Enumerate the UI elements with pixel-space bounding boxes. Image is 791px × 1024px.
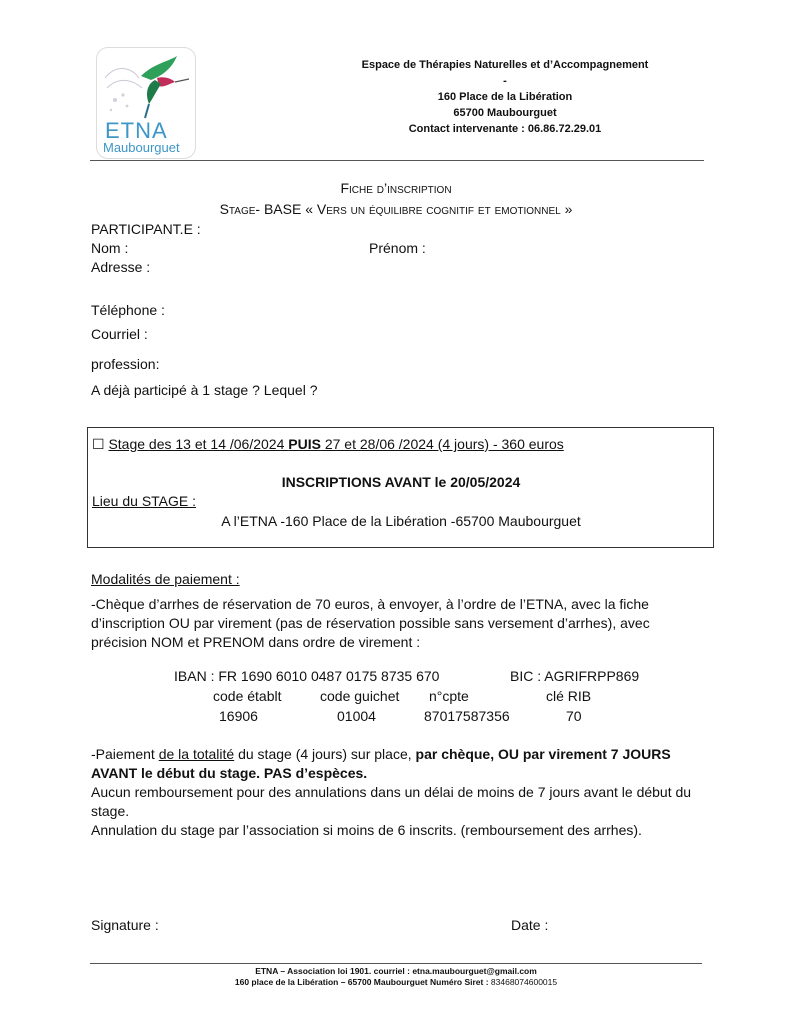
total-part-c: du stage (4 jours) sur place, [234,746,416,762]
telephone-label: Téléphone : [91,302,165,318]
stage-title [90,201,702,217]
stage-prefix: Stage- [219,201,264,217]
signature-label: Signature : [91,917,159,933]
col-header-cpte: n°cpte [429,688,469,704]
value-etablt: 16906 [219,708,258,724]
footer-divider [90,963,702,964]
header-divider [90,160,704,161]
stage-name: « Vers un équilibre cognitif et emotionnel » [301,201,573,217]
cheque-line-3: précision NOM et PRENOM dans ordre de virement : [91,634,421,650]
value-rib: 70 [566,708,582,724]
col-header-rib: clé RIB [546,688,592,704]
org-name: Espace de Thérapies Naturelles et d’Accompagnement [361,59,649,71]
lieu-label: Lieu du STAGE : [92,493,197,509]
nom-label: Nom : [91,240,129,256]
iban: IBAN : FR 1690 6010 0487 0175 8735 670 [174,668,440,684]
col-header-guichet: code guichet [320,688,400,704]
previous-stage-label: A déjà participé à 1 stage ? Lequel ? [91,382,318,398]
cancel-line: Annulation du stage par l’association si moins de 6 inscrits. (remboursement des arrhes). [91,822,642,838]
header-info [330,57,680,137]
stage-dates-text [108,436,563,452]
footer-address: 160 place de la Libération – 65700 Maubourguet Numéro Siret : [234,977,491,987]
courriel-label: Courriel : [91,326,148,342]
stage-checkbox[interactable]: ☐ [92,436,105,452]
header-dash: - [503,75,507,87]
dates-part1: Stage des 13 et 14 /06/2024 [108,436,289,452]
cheque-line-2: d’inscription OU par virement (pas de réservation possible sans versement d’arrhes), avec [91,615,650,631]
footer [90,966,702,988]
lieu-value: A l’ETNA -160 Place de la Libération -65700 Maubourguet [221,513,581,529]
total-part-a: -Paiement [91,746,159,762]
deadline: INSCRIPTIONS AVANT le 20/05/2024 [281,474,521,490]
org-address: 160 Place de la Libération [437,91,573,103]
footer-line-2 [90,977,702,988]
org-city: 65700 Maubourguet [453,107,557,119]
participant-heading: PARTICIPANT.E : [91,221,201,237]
bic: BIC : AGRIFRPP869 [510,668,640,684]
payment-heading: Modalités de paiement : [91,571,240,587]
logo-city: Maubourguet [103,140,180,155]
col-header-etablt: code établt [213,688,282,704]
total-line-1 [91,745,691,764]
refund-line-2: stage. [91,803,130,819]
profession-label: profession: [91,356,160,372]
cheque-line-1: -Chèque d’arrhes de réservation de 70 euros, à envoyer, à l’ordre de l’ETNA, avec la fiche [91,596,649,612]
value-cpte: 87017587356 [424,708,510,724]
total-paragraph [91,745,691,840]
footer-siret: 83468074600015 [490,977,558,987]
dates-part2: 27 et 28/06 /2024 (4 jours) - 360 euros [320,436,564,452]
stage-base: BASE [263,201,302,217]
dates-puis: PUIS [288,436,321,452]
stage-dates [92,436,564,453]
cheque-paragraph [91,595,650,652]
date-label: Date : [511,917,549,933]
prenom-label: Prénom : [369,240,426,256]
total-part-b: de la totalité [158,746,235,762]
adresse-label: Adresse : [91,259,151,275]
form-title: Fiche d’inscription [340,180,452,196]
org-contact: Contact intervenante : 06.86.72.29.01 [408,123,602,135]
total-part-d: par chèque, OU par virement 7 JOURS [415,746,671,762]
value-guichet: 01004 [337,708,376,724]
etna-logo [96,47,196,159]
logo-name: ETNA [105,118,168,143]
refund-line-1: Aucun remboursement pour des annulations dans un délai de moins de 7 jours avant le début du [91,784,692,800]
footer-line-1: ETNA – Association loi 1901. courriel : etna.maubourguet@gmail.com [255,966,537,976]
total-line-2: AVANT le début du stage. PAS d’espèces. [91,765,368,781]
